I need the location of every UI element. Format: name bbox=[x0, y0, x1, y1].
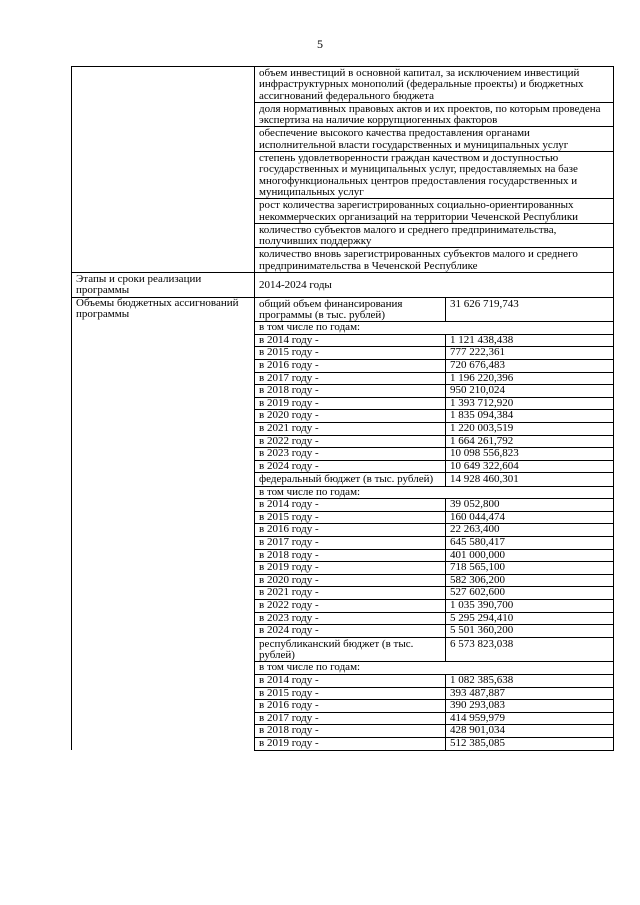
year-amount: 5 295 294,410 bbox=[446, 612, 614, 625]
year-label: в 2015 году - bbox=[255, 347, 446, 360]
indicator-text: степень удовлетворенности граждан качеством и доступностью государственных и муниципальных услуг, предоставляемых на базе многофункциональных центров предоставления государственных и муниципальных услуг bbox=[255, 152, 614, 199]
year-amount: 160 044,474 bbox=[446, 511, 614, 524]
year-amount: 777 222,361 bbox=[446, 347, 614, 360]
by-years-label: в том числе по годам: bbox=[255, 662, 614, 675]
year-label: в 2017 году - bbox=[255, 712, 446, 725]
year-amount: 718 565,100 bbox=[446, 562, 614, 575]
year-label: в 2024 году - bbox=[255, 460, 446, 473]
indicators-label-cell bbox=[72, 67, 255, 273]
indicator-text: обеспечение высокого качества предоставления органами исполнительной власти государственных и муниципальных услуг bbox=[255, 127, 614, 152]
by-years-label: в том числе по годам: bbox=[255, 322, 614, 335]
year-label: в 2015 году - bbox=[255, 687, 446, 700]
indicator-row bbox=[72, 67, 614, 103]
program-passport-table bbox=[71, 66, 614, 751]
year-label: в 2018 году - bbox=[255, 385, 446, 398]
year-label: в 2016 году - bbox=[255, 360, 446, 373]
year-amount: 1 035 390,700 bbox=[446, 600, 614, 613]
year-label: в 2019 году - bbox=[255, 737, 446, 750]
year-amount: 428 901,034 bbox=[446, 725, 614, 738]
year-amount: 582 306,200 bbox=[446, 574, 614, 587]
year-amount: 1 121 438,438 bbox=[446, 334, 614, 347]
year-label: в 2020 году - bbox=[255, 574, 446, 587]
stages-label: Этапы и сроки реализации программы bbox=[72, 273, 255, 298]
stages-row bbox=[72, 273, 614, 298]
year-amount: 645 580,417 bbox=[446, 537, 614, 550]
year-amount: 1 664 261,792 bbox=[446, 435, 614, 448]
year-label: в 2021 году - bbox=[255, 422, 446, 435]
year-label: в 2018 году - bbox=[255, 549, 446, 562]
year-label: в 2023 году - bbox=[255, 448, 446, 461]
year-label: в 2014 году - bbox=[255, 499, 446, 512]
year-label: в 2023 году - bbox=[255, 612, 446, 625]
year-label: в 2018 году - bbox=[255, 725, 446, 738]
year-amount: 512 385,085 bbox=[446, 737, 614, 750]
total-header-row bbox=[72, 297, 614, 322]
year-label: в 2017 году - bbox=[255, 372, 446, 385]
indicator-text: доля нормативных правовых актов и их проектов, по которым проведена экспертиза на наличие коррупциогенных факторов bbox=[255, 102, 614, 127]
republic-value: 6 573 823,038 bbox=[446, 637, 614, 662]
year-amount: 401 000,000 bbox=[446, 549, 614, 562]
year-amount: 950 210,024 bbox=[446, 385, 614, 398]
year-label: в 2022 году - bbox=[255, 600, 446, 613]
year-label: в 2019 году - bbox=[255, 397, 446, 410]
year-label: в 2016 году - bbox=[255, 524, 446, 537]
year-amount: 1 393 712,920 bbox=[446, 397, 614, 410]
year-amount: 1 196 220,396 bbox=[446, 372, 614, 385]
year-label: в 2021 году - bbox=[255, 587, 446, 600]
indicator-text: объем инвестиций в основной капитал, за исключением инвестиций инфраструктурных монополий (федеральные проекты) и бюджетных ассигнований федерального бюджета bbox=[255, 67, 614, 103]
stages-value: 2014-2024 годы bbox=[255, 273, 614, 298]
year-amount: 22 263,400 bbox=[446, 524, 614, 537]
page-number: 5 bbox=[317, 37, 323, 51]
year-amount: 1 835 094,384 bbox=[446, 410, 614, 423]
table-body bbox=[72, 67, 614, 751]
federal-label: федеральный бюджет (в тыс. рублей) bbox=[255, 473, 446, 486]
year-label: в 2020 году - bbox=[255, 410, 446, 423]
indicator-text: количество субъектов малого и среднего предпринимательства, получивших поддержку bbox=[255, 223, 614, 248]
year-label: в 2016 году - bbox=[255, 700, 446, 713]
federal-value: 14 928 460,301 bbox=[446, 473, 614, 486]
budget-label: Объемы бюджетных ассигнований программы bbox=[72, 297, 255, 750]
year-amount: 393 487,887 bbox=[446, 687, 614, 700]
year-amount: 1 082 385,638 bbox=[446, 674, 614, 687]
by-years-label: в том числе по годам: bbox=[255, 486, 614, 499]
year-amount: 5 501 360,200 bbox=[446, 625, 614, 638]
year-label: в 2019 году - bbox=[255, 562, 446, 575]
republic-label: республиканский бюджет (в тыс. рублей) bbox=[255, 637, 446, 662]
year-amount: 390 293,083 bbox=[446, 700, 614, 713]
year-label: в 2022 году - bbox=[255, 435, 446, 448]
year-amount: 1 220 003,519 bbox=[446, 422, 614, 435]
year-label: в 2014 году - bbox=[255, 334, 446, 347]
year-label: в 2014 году - bbox=[255, 674, 446, 687]
year-amount: 10 098 556,823 bbox=[446, 448, 614, 461]
total-label: общий объем финансирования программы (в тыс. рублей) bbox=[255, 297, 446, 322]
year-amount: 527 602,600 bbox=[446, 587, 614, 600]
year-amount: 10 649 322,604 bbox=[446, 460, 614, 473]
year-label: в 2015 году - bbox=[255, 511, 446, 524]
total-value: 31 626 719,743 bbox=[446, 297, 614, 322]
year-amount: 414 959,979 bbox=[446, 712, 614, 725]
indicator-text: рост количества зарегистрированных социально-ориентированных некоммерческих организаций на территории Чеченской Республики bbox=[255, 199, 614, 224]
indicator-text: количество вновь зарегистрированных субъектов малого и среднего предпринимательства в Чеченской Республике bbox=[255, 248, 614, 273]
year-amount: 39 052,800 bbox=[446, 499, 614, 512]
year-label: в 2024 году - bbox=[255, 625, 446, 638]
year-amount: 720 676,483 bbox=[446, 360, 614, 373]
year-label: в 2017 году - bbox=[255, 537, 446, 550]
